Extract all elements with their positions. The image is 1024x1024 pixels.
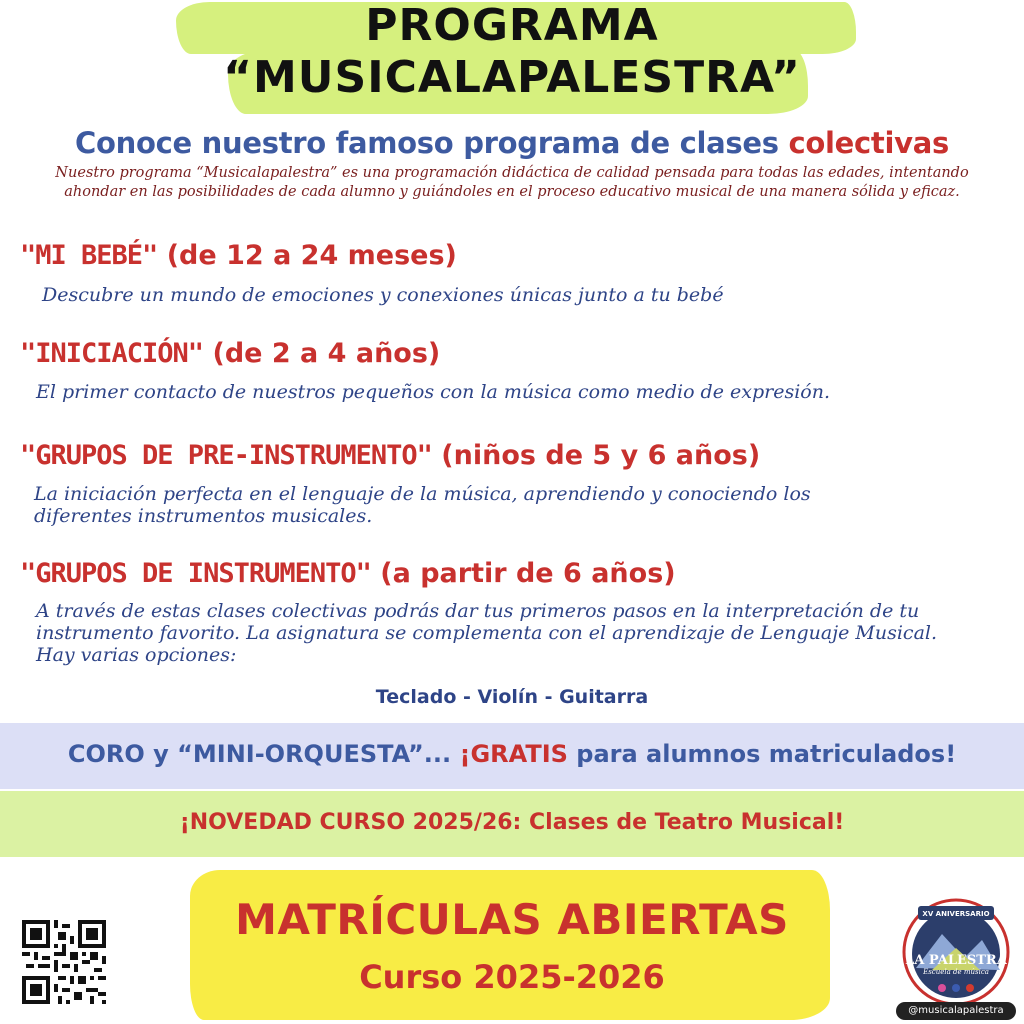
logo-ribbon: XV ANIVERSARIO bbox=[922, 910, 990, 918]
school-logo bbox=[902, 898, 1010, 1006]
page-title-line2: “MUSICALAPALESTRA” bbox=[223, 52, 801, 103]
section-age: (de 2 a 4 años) bbox=[203, 338, 441, 369]
subtitle bbox=[0, 126, 1024, 160]
section-title-pre-instrumento bbox=[20, 440, 760, 471]
qr-code-icon[interactable] bbox=[22, 920, 106, 1004]
section-title-iniciacion bbox=[20, 338, 440, 369]
section-name: "INICIACIÓN" bbox=[20, 338, 204, 369]
enrollment-course: Curso 2025-2026 bbox=[359, 958, 665, 996]
section-desc-instrumento: A través de estas clases colectivas podrás dar tus primeros pasos en la interpretación de tu instrumento favorito. La asignatura se complementa con el aprendizaje de Lenguaje Musical. Hay varias opciones: bbox=[36, 600, 938, 666]
facebook-icon[interactable] bbox=[952, 984, 960, 992]
section-desc-pre-instrumento: La iniciación perfecta en el lenguaje de la música, aprendiendo y conociendo los diferentes instrumentos musicales. bbox=[34, 483, 811, 527]
free-activities-gratis: ¡GRATIS bbox=[459, 740, 568, 768]
footer-highlight bbox=[190, 870, 830, 1020]
section-title-mi-bebe bbox=[20, 240, 457, 271]
instagram-icon[interactable] bbox=[938, 984, 946, 992]
section-name: "GRUPOS DE INSTRUMENTO" bbox=[20, 558, 371, 589]
logo-tagline: Escuela de música bbox=[923, 968, 989, 976]
youtube-icon[interactable] bbox=[966, 984, 974, 992]
social-handle[interactable]: @musicalapalestra bbox=[896, 1002, 1016, 1020]
section-desc-mi-bebe: Descubre un mundo de emociones y conexiones únicas junto a tu bebé bbox=[42, 284, 724, 306]
free-activities-part1: CORO y “MINI-ORQUESTA”... bbox=[67, 740, 460, 768]
subtitle-main: Conoce nuestro famoso programa de clases bbox=[75, 126, 789, 160]
intro-text: Nuestro programa “Musicalapalestra” es una programación didáctica de calidad pensada para todas las edades, intentando ahondar en las posibilidades de cada alumno y guiándoles en el proceso educativo musical de una manera sólida y eficaz. bbox=[55, 165, 969, 200]
page-title-line1: PROGRAMA bbox=[365, 0, 659, 51]
novelty-text: ¡NOVEDAD CURSO 2025/26: Clases de Teatro Musical! bbox=[179, 810, 845, 835]
section-name: "MI BEBÉ" bbox=[20, 240, 158, 271]
subtitle-highlight: colectivas bbox=[788, 126, 949, 160]
section-desc-iniciacion: El primer contacto de nuestros pequeños con la música como medio de expresión. bbox=[36, 381, 830, 403]
section-title-instrumento bbox=[20, 558, 676, 589]
instrument-options: Teclado - Violín - Guitarra bbox=[375, 686, 649, 708]
section-name: "GRUPOS DE PRE-INSTRUMENTO" bbox=[20, 440, 432, 471]
section-age: (de 12 a 24 meses) bbox=[157, 240, 457, 271]
section-age: (niños de 5 y 6 años) bbox=[431, 440, 761, 471]
logo-name: LA PALESTRA bbox=[905, 953, 1007, 968]
enrollment-title: MATRÍCULAS ABIERTAS bbox=[235, 895, 789, 944]
free-activities-part3: para alumnos matriculados! bbox=[567, 740, 957, 768]
free-activities-text bbox=[0, 740, 1024, 768]
section-age: (a partir de 6 años) bbox=[370, 558, 676, 589]
